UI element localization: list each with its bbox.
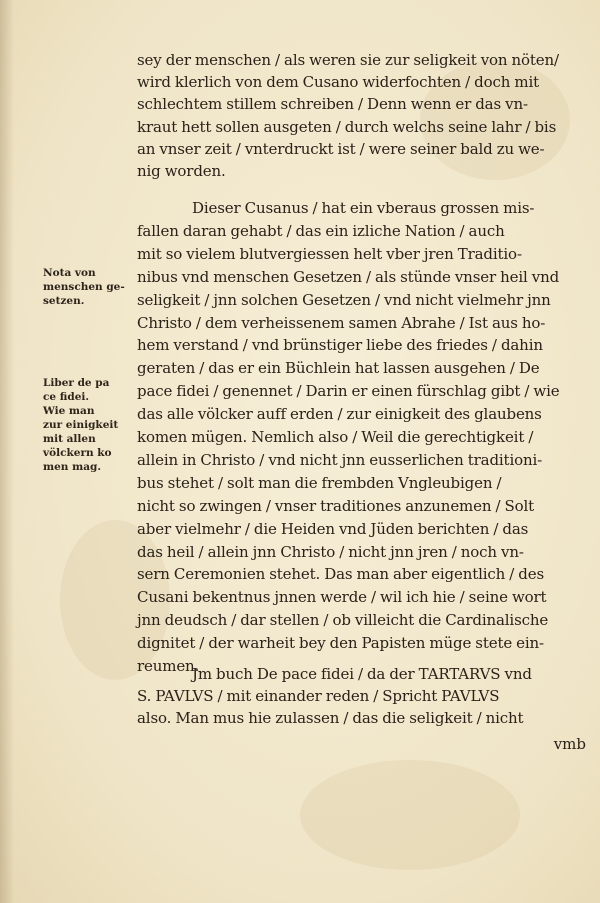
catchword: vmb bbox=[553, 735, 586, 753]
text-line: komen mügen. Nemlich also / Weil die gerechtigkeit / bbox=[137, 428, 534, 446]
text-line: reumen. bbox=[137, 657, 200, 675]
text-line: Christo / dem verheissenem samen Abrahe / Ist aus ho‑ bbox=[137, 313, 546, 332]
text-line: Cusani bekentnus jnnen werde / wil ich hie / seine wort bbox=[137, 588, 547, 607]
margin-note-line: ce fidei. bbox=[43, 391, 90, 403]
text-line: das alle völcker auff erden / zur einigkeit des glaubens bbox=[137, 405, 542, 424]
text-line: jnn deudsch / dar stellen / ob villeicht die Cardinalische bbox=[137, 611, 549, 630]
text-line: dignitet / der warheit bey den Papisten müge stete ein‑ bbox=[137, 634, 544, 653]
text-line: schlechtem stillem schreiben / Denn wenn er das vn‑ bbox=[137, 95, 528, 114]
text-line: geraten / das er ein Büchlein hat lassen ausgehen / De bbox=[137, 359, 540, 378]
margin-note-line: Nota von bbox=[43, 267, 96, 279]
margin-note-line: setzen. bbox=[43, 295, 85, 307]
text-line: pace fidei / genennet / Darin er einen fürschlag gibt / wie bbox=[137, 382, 560, 401]
text-line: nicht so zwingen / vnser traditiones anzunemen / Solt bbox=[137, 496, 535, 515]
margin-note-line: zur einigkeit bbox=[43, 419, 119, 431]
text-line: nibus vnd menschen Gesetzen / als stünde vnser heil vnd bbox=[137, 267, 560, 286]
margin-note-line: men mag. bbox=[43, 461, 101, 473]
text-line: Jm buch De pace fidei / da der TARTARVS vnd bbox=[192, 665, 532, 683]
text-line: das heil / allein jnn Christo / nicht jnn jren / noch vn‑ bbox=[137, 542, 524, 561]
margin-note-line: menschen ge‑ bbox=[43, 281, 125, 293]
text-line: S. PAVLVS / mit einander reden / Spricht PAVLVS bbox=[137, 687, 500, 706]
margin-note-line: Wie man bbox=[43, 405, 95, 417]
margin-note-line: völckern ko bbox=[43, 447, 112, 459]
margin-note-line: Liber de pa bbox=[43, 377, 110, 389]
paper-stain bbox=[300, 760, 520, 870]
text-line: nig worden. bbox=[137, 162, 226, 180]
text-line: an vnser zeit / vnterdruckt ist / were seiner bald zu we‑ bbox=[137, 139, 545, 158]
text-line: aber vielmehr / die Heiden vnd Jüden berichten / das bbox=[137, 519, 529, 538]
text-line: bus stehet / solt man die frembden Vngleubigen / bbox=[137, 473, 502, 492]
margin-note-line: mit allen bbox=[43, 433, 96, 445]
margin-note-nota bbox=[43, 266, 135, 308]
text-line: also. Man mus hie zulassen / das die seligkeit / nicht bbox=[137, 709, 524, 728]
text-line: hem verstand / vnd brünstiger liebe des friedes / dahin bbox=[137, 336, 543, 355]
text-line: seligkeit / jnn solchen Gesetzen / vnd nicht vielmehr jnn bbox=[137, 290, 551, 309]
text-line: allein in Christo / vnd nicht jnn eusserlichen traditioni‑ bbox=[137, 450, 543, 469]
text-line: sern Ceremonien stehet. Das man aber eigentlich / des bbox=[137, 565, 545, 584]
text-line: Dieser Cusanus / hat ein vberaus grossen mis‑ bbox=[192, 199, 535, 217]
text-line: mit so vielem blutvergiessen helt vber jren Traditio‑ bbox=[137, 244, 522, 263]
text-line: wird klerlich von dem Cusano widerfochten / doch mit bbox=[137, 73, 539, 92]
text-line: fallen daran gehabt / das ein izliche Nation / auch bbox=[137, 221, 505, 240]
margin-note-liber bbox=[43, 376, 135, 474]
page-edge-shadow bbox=[0, 0, 14, 903]
text-line: kraut hett sollen ausgeten / durch welchs seine lahr / bis bbox=[137, 117, 557, 136]
text-line: sey der menschen / als weren sie zur seligkeit von nöten/ bbox=[137, 51, 559, 69]
